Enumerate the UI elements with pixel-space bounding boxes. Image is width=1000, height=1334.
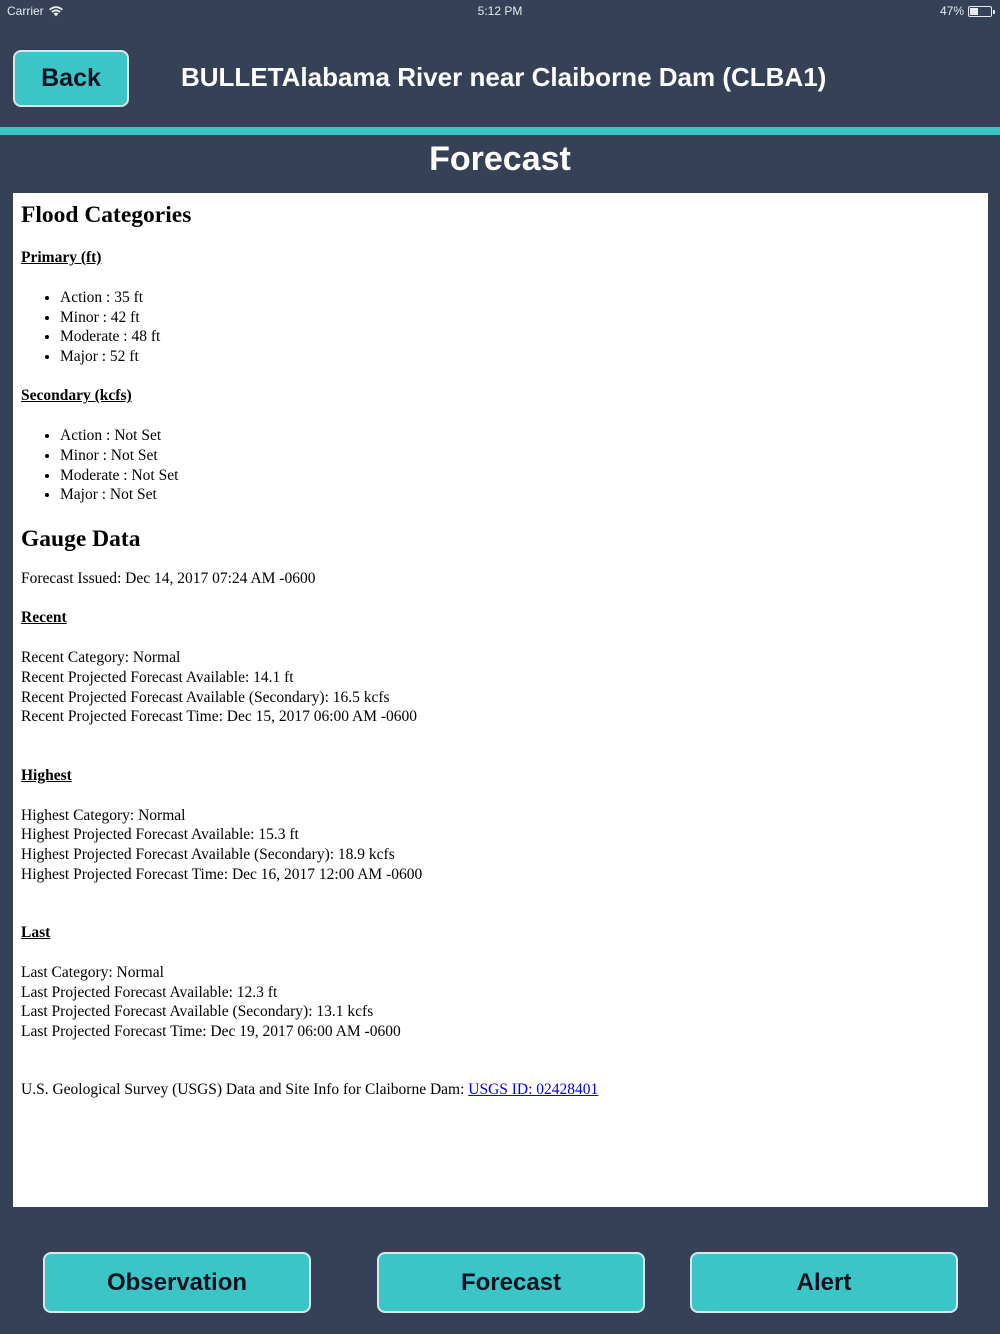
primary-heading: Primary (ft) — [21, 249, 102, 266]
list-item: • Action : 35 ft — [60, 288, 980, 308]
alert-button[interactable]: Alert — [690, 1252, 958, 1313]
list-item: • Major : 52 ft — [60, 347, 980, 367]
battery-percent: 47% — [939, 4, 964, 18]
flood-categories-heading: Flood Categories — [21, 202, 192, 228]
header-divider — [0, 127, 1000, 135]
highest-block — [21, 806, 980, 884]
last-forecast: Last Projected Forecast Available: 12.3 ft — [21, 983, 278, 1001]
list-item: • Minor : Not Set — [60, 446, 980, 466]
page-title: Forecast — [429, 140, 571, 178]
last-forecast-secondary: Last Projected Forecast Available (Secondary): 13.1 kcfs — [21, 1003, 374, 1021]
station-title: BULLETAlabama River near Claiborne Dam (CLBA1) — [181, 62, 827, 92]
battery-icon — [968, 6, 992, 17]
recent-forecast-secondary: Recent Projected Forecast Available (Secondary): 16.5 kcfs — [21, 688, 390, 706]
carrier-label: Carrier — [7, 4, 44, 18]
status-bar — [0, 0, 1000, 22]
recent-heading: Recent — [21, 609, 67, 627]
battery-fill — [970, 8, 978, 15]
list-item: • Moderate : Not Set — [60, 466, 980, 486]
usgs-id-link[interactable]: USGS ID: 02428401 — [468, 1081, 599, 1099]
usgs-info-text: U.S. Geological Survey (USGS) Data and Site Info for Claiborne Dam: — [21, 1081, 469, 1099]
recent-category: Recent Category: Normal — [21, 649, 181, 667]
forecast-content-panel[interactable] — [13, 193, 988, 1207]
secondary-list — [21, 426, 980, 504]
last-heading: Last — [21, 924, 51, 942]
back-button[interactable]: Back — [13, 50, 129, 107]
last-forecast-time: Last Projected Forecast Time: Dec 19, 2017 06:00 AM -0600 — [21, 1022, 401, 1040]
recent-forecast-time: Recent Projected Forecast Time: Dec 15, 2017 06:00 AM -0600 — [21, 708, 418, 726]
last-block — [21, 963, 980, 1041]
forecast-button[interactable]: Forecast — [377, 1252, 645, 1313]
last-category: Last Category: Normal — [21, 964, 164, 982]
forecast-issued: Forecast Issued: Dec 14, 2017 07:24 AM -0600 — [21, 569, 316, 587]
highest-forecast-time: Highest Projected Forecast Time: Dec 16, 2017 12:00 AM -0600 — [21, 865, 423, 883]
list-item: • Moderate : 48 ft — [60, 327, 980, 347]
status-battery-group — [940, 4, 992, 18]
usgs-info — [21, 1080, 980, 1100]
highest-forecast: Highest Projected Forecast Available: 15.3 ft — [21, 826, 299, 844]
highest-category: Highest Category: Normal — [21, 806, 186, 824]
highest-heading: Highest — [21, 766, 72, 784]
recent-forecast: Recent Projected Forecast Available: 14.1 ft — [21, 668, 294, 686]
list-item: • Action : Not Set — [60, 426, 980, 446]
observation-button[interactable]: Observation — [43, 1252, 311, 1313]
recent-block — [21, 648, 980, 726]
gauge-data-heading: Gauge Data — [21, 525, 141, 552]
secondary-heading: Secondary (kcfs) — [21, 387, 132, 405]
list-item: • Major : Not Set — [60, 485, 980, 505]
list-item: • Minor : 42 ft — [60, 308, 980, 328]
status-time: 5:12 PM — [477, 4, 523, 18]
primary-list — [21, 288, 980, 366]
highest-forecast-secondary: Highest Projected Forecast Available (Secondary): 18.9 kcfs — [21, 845, 395, 863]
